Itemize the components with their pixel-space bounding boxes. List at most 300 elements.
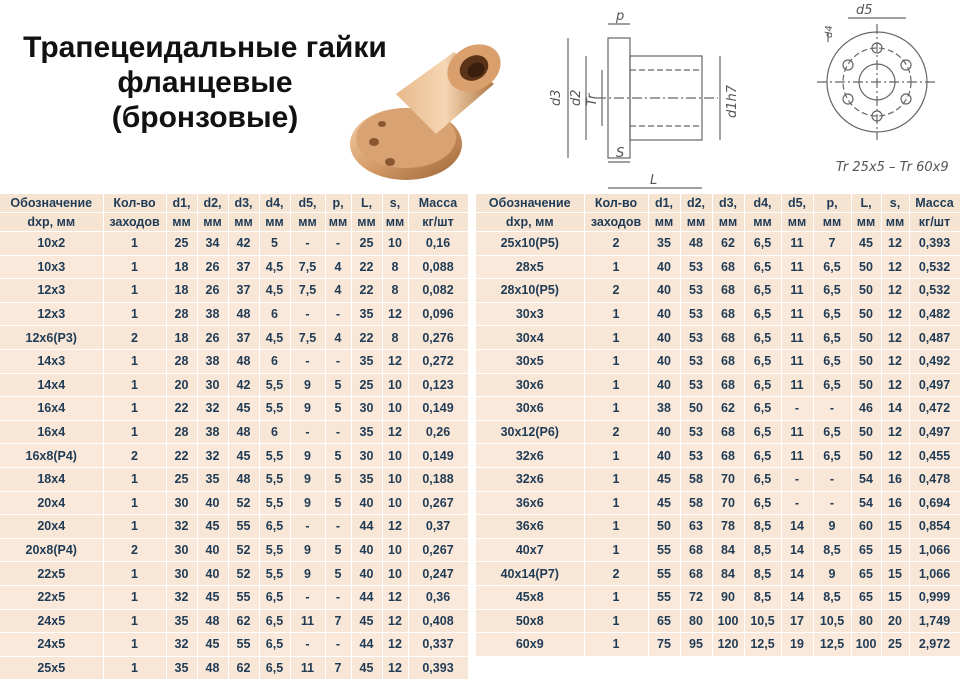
table-cell: 50 [851, 255, 881, 279]
table-cell: 6,5 [813, 349, 851, 373]
designation-cell: 14x3 [0, 349, 103, 373]
table-cell: 12 [382, 609, 408, 633]
header-row-top [476, 194, 960, 213]
table-cell: 16 [881, 467, 909, 491]
table-cell: 0,123 [408, 373, 468, 397]
designation-cell: 14x4 [0, 373, 103, 397]
table-cell: 6,5 [744, 397, 781, 421]
table-cell: 1 [103, 609, 166, 633]
table-cell: 12 [881, 420, 909, 444]
table-cell: 4,5 [259, 326, 290, 350]
table-cell: 7 [325, 609, 351, 633]
table-cell: 5 [325, 562, 351, 586]
table-cell: 5,5 [259, 467, 290, 491]
table-cell: 6,5 [744, 232, 781, 256]
column-header-top: d5, [290, 194, 325, 213]
table-row [0, 609, 468, 633]
table-cell: 68 [712, 420, 744, 444]
table-cell: 0,267 [408, 491, 468, 515]
table-cell: - [781, 397, 813, 421]
table-cell: 8,5 [813, 538, 851, 562]
table-cell: 12 [881, 255, 909, 279]
designation-cell: 16x4 [0, 397, 103, 421]
table-cell: 50 [680, 397, 712, 421]
table-cell: 84 [712, 538, 744, 562]
table-cell: 65 [648, 609, 680, 633]
table-cell: 6,5 [259, 585, 290, 609]
designation-cell: 25x10(P5) [476, 232, 584, 256]
table-cell: 5,5 [259, 373, 290, 397]
table-cell: 10 [382, 444, 408, 468]
table-cell: 0,393 [909, 232, 960, 256]
table-cell: 48 [197, 609, 228, 633]
table-cell: 78 [712, 515, 744, 539]
table-cell: 11 [781, 373, 813, 397]
table-cell: 6,5 [813, 444, 851, 468]
table-cell: 1 [103, 420, 166, 444]
table-cell: 2 [103, 326, 166, 350]
designation-cell: 28x10(P5) [476, 279, 584, 303]
table-cell: 9 [290, 444, 325, 468]
table-cell: 0,408 [408, 609, 468, 633]
table-cell: - [290, 420, 325, 444]
table-cell: 30 [166, 562, 197, 586]
table-cell: 68 [712, 349, 744, 373]
table-cell: 35 [648, 232, 680, 256]
table-cell: 11 [290, 656, 325, 680]
table-cell: 1 [584, 491, 648, 515]
table-row [0, 491, 468, 515]
table-cell: 18 [166, 255, 197, 279]
table-cell: 6,5 [259, 633, 290, 657]
column-header-unit: мм [325, 213, 351, 232]
designation-cell: 50x8 [476, 609, 584, 633]
table-cell: 1 [584, 467, 648, 491]
column-header-unit: мм [382, 213, 408, 232]
table-cell: 70 [712, 467, 744, 491]
table-cell: 0,478 [909, 467, 960, 491]
table-cell: 72 [680, 585, 712, 609]
table-cell: 1 [584, 397, 648, 421]
table-cell: 30 [351, 444, 382, 468]
table-cell: 48 [228, 467, 259, 491]
table-cell: 53 [680, 279, 712, 303]
column-header-top: s, [382, 194, 408, 213]
table-cell: 9 [813, 515, 851, 539]
table-cell: - [781, 491, 813, 515]
table-cell: 5 [325, 467, 351, 491]
table-cell: 5 [325, 491, 351, 515]
table-cell: 1 [103, 232, 166, 256]
table-cell: 9 [290, 467, 325, 491]
column-header-unit: мм [712, 213, 744, 232]
table-cell: 0,276 [408, 326, 468, 350]
table-cell: 5 [325, 373, 351, 397]
spec-table-right [476, 194, 960, 657]
table-cell: 2 [584, 562, 648, 586]
table-cell: - [325, 633, 351, 657]
table-cell: 6,5 [744, 279, 781, 303]
table-cell: 12 [881, 232, 909, 256]
table-cell: 45 [228, 397, 259, 421]
table-cell: 9 [813, 562, 851, 586]
table-cell: 1 [103, 633, 166, 657]
table-cell: 8 [382, 279, 408, 303]
table-cell: 53 [680, 302, 712, 326]
table-cell: 68 [712, 302, 744, 326]
table-row [476, 585, 960, 609]
table-cell: 11 [781, 302, 813, 326]
table-cell: 50 [851, 279, 881, 303]
column-header-unit: заходов [584, 213, 648, 232]
table-cell: 50 [851, 302, 881, 326]
table-cell: 12 [382, 656, 408, 680]
table-cell: 52 [228, 562, 259, 586]
table-row [476, 397, 960, 421]
table-cell: 45 [197, 515, 228, 539]
table-cell: 12 [881, 326, 909, 350]
table-cell: 40 [648, 444, 680, 468]
table-cell: 1 [584, 255, 648, 279]
table-cell: 38 [197, 302, 228, 326]
table-cell: 25 [351, 373, 382, 397]
column-header-top: Масса [408, 194, 468, 213]
table-cell: 55 [228, 633, 259, 657]
table-row [0, 279, 468, 303]
table-cell: 22 [351, 326, 382, 350]
table-cell: 6,5 [259, 656, 290, 680]
designation-cell: 22x5 [0, 562, 103, 586]
table-cell: 35 [166, 656, 197, 680]
table-cell: 8 [382, 255, 408, 279]
designation-cell: 12x3 [0, 279, 103, 303]
label-tr: Tr [585, 93, 600, 106]
table-cell: 32 [197, 444, 228, 468]
table-cell: 12 [881, 279, 909, 303]
table-row [0, 538, 468, 562]
table-row [0, 444, 468, 468]
table-cell: 0,16 [408, 232, 468, 256]
column-header-top: Кол-во [103, 194, 166, 213]
table-cell: 38 [197, 349, 228, 373]
table-cell: 42 [228, 232, 259, 256]
table-cell: 53 [680, 349, 712, 373]
table-cell: 68 [680, 562, 712, 586]
table-cell: 6,5 [744, 467, 781, 491]
table-cell: 48 [680, 232, 712, 256]
table-cell: 14 [781, 515, 813, 539]
designation-cell: 25x5 [0, 656, 103, 680]
column-header-top: L, [351, 194, 382, 213]
column-header-top: Обозначение [0, 194, 103, 213]
table-cell: 12,5 [744, 633, 781, 657]
table-cell: 6,5 [744, 255, 781, 279]
table-cell: 1 [584, 302, 648, 326]
table-cell: 0,532 [909, 279, 960, 303]
table-cell: 1 [103, 349, 166, 373]
table-cell: 2,972 [909, 633, 960, 657]
column-header-unit: мм [166, 213, 197, 232]
table-cell: 1 [103, 279, 166, 303]
table-row [476, 515, 960, 539]
table-cell: 7 [325, 656, 351, 680]
drawing-caption: Tr 25x5 – Tr 60x9 [836, 160, 949, 175]
table-cell: 30 [166, 491, 197, 515]
table-cell: 53 [680, 326, 712, 350]
table-cell: 28 [166, 302, 197, 326]
column-header-top: d5, [781, 194, 813, 213]
table-cell: 14 [781, 538, 813, 562]
table-cell: 5 [325, 538, 351, 562]
table-cell: 54 [851, 491, 881, 515]
table-row [0, 562, 468, 586]
table-cell: 48 [228, 302, 259, 326]
table-cell: 48 [197, 656, 228, 680]
table-cell: 0,37 [408, 515, 468, 539]
table-cell: 6,5 [813, 373, 851, 397]
table-cell: 10 [382, 491, 408, 515]
designation-cell: 20x8(P4) [0, 538, 103, 562]
table-row [476, 373, 960, 397]
table-cell: 30 [351, 397, 382, 421]
header-row-bottom [476, 213, 960, 232]
table-cell: 0,337 [408, 633, 468, 657]
table-cell: - [290, 349, 325, 373]
table-cell: 26 [197, 279, 228, 303]
table-cell: - [813, 397, 851, 421]
table-cell: 12 [881, 373, 909, 397]
table-cell: 1 [584, 538, 648, 562]
table-cell: 20 [881, 609, 909, 633]
column-header-top: d4, [259, 194, 290, 213]
table-cell: 5,5 [259, 538, 290, 562]
column-header-top: d3, [712, 194, 744, 213]
label-d3: d3 [549, 89, 564, 106]
table-cell: 0,096 [408, 302, 468, 326]
table-cell: 80 [851, 609, 881, 633]
table-cell: 50 [851, 444, 881, 468]
table-cell: 9 [290, 491, 325, 515]
table-cell: 55 [228, 585, 259, 609]
table-cell: 15 [881, 538, 909, 562]
table-cell: 40 [648, 349, 680, 373]
table-cell: 68 [712, 444, 744, 468]
table-cell: 38 [648, 397, 680, 421]
table-cell: 10 [382, 397, 408, 421]
table-cell: 0,082 [408, 279, 468, 303]
bronze-flange-nut-image [344, 34, 512, 184]
table-cell: 4 [325, 326, 351, 350]
table-cell: 54 [851, 467, 881, 491]
table-row [0, 633, 468, 657]
designation-cell: 20x4 [0, 491, 103, 515]
table-cell: 11 [290, 609, 325, 633]
table-cell: 0,497 [909, 373, 960, 397]
column-header-unit: заходов [103, 213, 166, 232]
table-cell: - [325, 302, 351, 326]
table-row [476, 420, 960, 444]
table-cell: 0,487 [909, 326, 960, 350]
table-row [476, 633, 960, 657]
table-cell: 1,066 [909, 562, 960, 586]
table-cell: 11 [781, 420, 813, 444]
table-cell: 1 [103, 515, 166, 539]
table-row [0, 255, 468, 279]
column-header-top: p, [813, 194, 851, 213]
table-cell: 6 [259, 349, 290, 373]
table-cell: 45 [351, 609, 382, 633]
table-cell: 38 [197, 420, 228, 444]
table-row [476, 326, 960, 350]
designation-cell: 30x6 [476, 397, 584, 421]
table-cell: 12 [382, 349, 408, 373]
table-cell: 65 [851, 538, 881, 562]
table-cell: 18 [166, 279, 197, 303]
table-cell: - [813, 491, 851, 515]
table-cell: 6 [259, 420, 290, 444]
label-l: L [650, 173, 658, 188]
table-cell: 12 [881, 444, 909, 468]
table-cell: 44 [351, 585, 382, 609]
table-row [476, 349, 960, 373]
designation-cell: 30x4 [476, 326, 584, 350]
table-cell: - [290, 302, 325, 326]
title-line-2: фланцевые [117, 66, 293, 99]
table-cell: 100 [851, 633, 881, 657]
table-cell: 0,247 [408, 562, 468, 586]
table-cell: - [325, 585, 351, 609]
table-cell: - [813, 467, 851, 491]
table-cell: 6,5 [744, 326, 781, 350]
designation-cell: 30x5 [476, 349, 584, 373]
table-cell: 8,5 [744, 562, 781, 586]
table-cell: 1 [584, 585, 648, 609]
table-cell: 17 [781, 609, 813, 633]
table-row [476, 279, 960, 303]
table-body [476, 232, 960, 657]
column-header-unit: мм [851, 213, 881, 232]
table-cell: 10 [382, 232, 408, 256]
designation-cell: 24x5 [0, 633, 103, 657]
table-cell: 0,497 [909, 420, 960, 444]
table-cell: 95 [680, 633, 712, 657]
table-cell: 4 [325, 279, 351, 303]
table-cell: 68 [712, 326, 744, 350]
table-row [476, 467, 960, 491]
table-cell: 40 [351, 491, 382, 515]
column-header-unit: мм [197, 213, 228, 232]
designation-cell: 12x6(P3) [0, 326, 103, 350]
table-cell: 40 [351, 562, 382, 586]
table-cell: 25 [166, 232, 197, 256]
table-row [0, 515, 468, 539]
table-cell: 48 [228, 420, 259, 444]
table-cell: 35 [351, 420, 382, 444]
table-cell: 1 [584, 326, 648, 350]
table-cell: 40 [648, 302, 680, 326]
table-cell: 68 [680, 538, 712, 562]
table-cell: 10,5 [813, 609, 851, 633]
table-cell: 1 [584, 515, 648, 539]
designation-cell: 40x14(P7) [476, 562, 584, 586]
table-cell: 8,5 [744, 538, 781, 562]
table-cell: 28 [166, 420, 197, 444]
table-cell: 11 [781, 444, 813, 468]
table-cell: 22 [166, 444, 197, 468]
designation-cell: 30x3 [476, 302, 584, 326]
table-cell: 5,5 [259, 491, 290, 515]
table-row [476, 444, 960, 468]
table-cell: 0,36 [408, 585, 468, 609]
table-cell: 50 [851, 349, 881, 373]
table-cell: 30 [197, 373, 228, 397]
table-cell: 40 [648, 420, 680, 444]
table-cell: 45 [197, 585, 228, 609]
designation-cell: 36x6 [476, 515, 584, 539]
table-cell: 53 [680, 255, 712, 279]
table-cell: 12 [382, 633, 408, 657]
table-body [0, 232, 468, 680]
table-cell: 7,5 [290, 326, 325, 350]
table-cell: 10 [382, 373, 408, 397]
label-d1h7: d1h7 [725, 84, 740, 118]
table-cell: 0,149 [408, 397, 468, 421]
table-cell: 1 [584, 609, 648, 633]
table-cell: 68 [712, 373, 744, 397]
table-cell: 10 [382, 562, 408, 586]
table-cell: 32 [166, 585, 197, 609]
table-cell: 0,854 [909, 515, 960, 539]
table-cell: 0,267 [408, 538, 468, 562]
column-header-top: p, [325, 194, 351, 213]
table-cell: 26 [197, 255, 228, 279]
title-line-3: (бронзовые) [111, 101, 299, 134]
table-cell: 1 [584, 373, 648, 397]
table-row [476, 609, 960, 633]
table-cell: 32 [166, 515, 197, 539]
table-cell: 32 [166, 633, 197, 657]
table-cell: 25 [881, 633, 909, 657]
table-cell: 0,455 [909, 444, 960, 468]
designation-cell: 16x4 [0, 420, 103, 444]
table-cell: 9 [290, 373, 325, 397]
table-cell: 52 [228, 538, 259, 562]
label-d4: d4 [824, 25, 835, 38]
table-cell: 84 [712, 562, 744, 586]
table-cell: 7,5 [290, 255, 325, 279]
table-cell: 50 [851, 373, 881, 397]
table-cell: 0,472 [909, 397, 960, 421]
table-row [0, 302, 468, 326]
designation-cell: 45x8 [476, 585, 584, 609]
table-row [476, 562, 960, 586]
table-cell: 45 [228, 444, 259, 468]
spec-table-left [0, 194, 469, 680]
table-cell: 55 [228, 515, 259, 539]
table-cell: 60 [851, 515, 881, 539]
table-cell: 2 [584, 420, 648, 444]
table-row [0, 420, 468, 444]
table-cell: 1 [103, 562, 166, 586]
table-cell: 12 [382, 420, 408, 444]
table-cell: 44 [351, 515, 382, 539]
table-cell: - [290, 515, 325, 539]
column-header-unit: мм [259, 213, 290, 232]
table-cell: 0,999 [909, 585, 960, 609]
table-cell: 0,088 [408, 255, 468, 279]
column-header-unit: мм [813, 213, 851, 232]
table-cell: 7 [813, 232, 851, 256]
